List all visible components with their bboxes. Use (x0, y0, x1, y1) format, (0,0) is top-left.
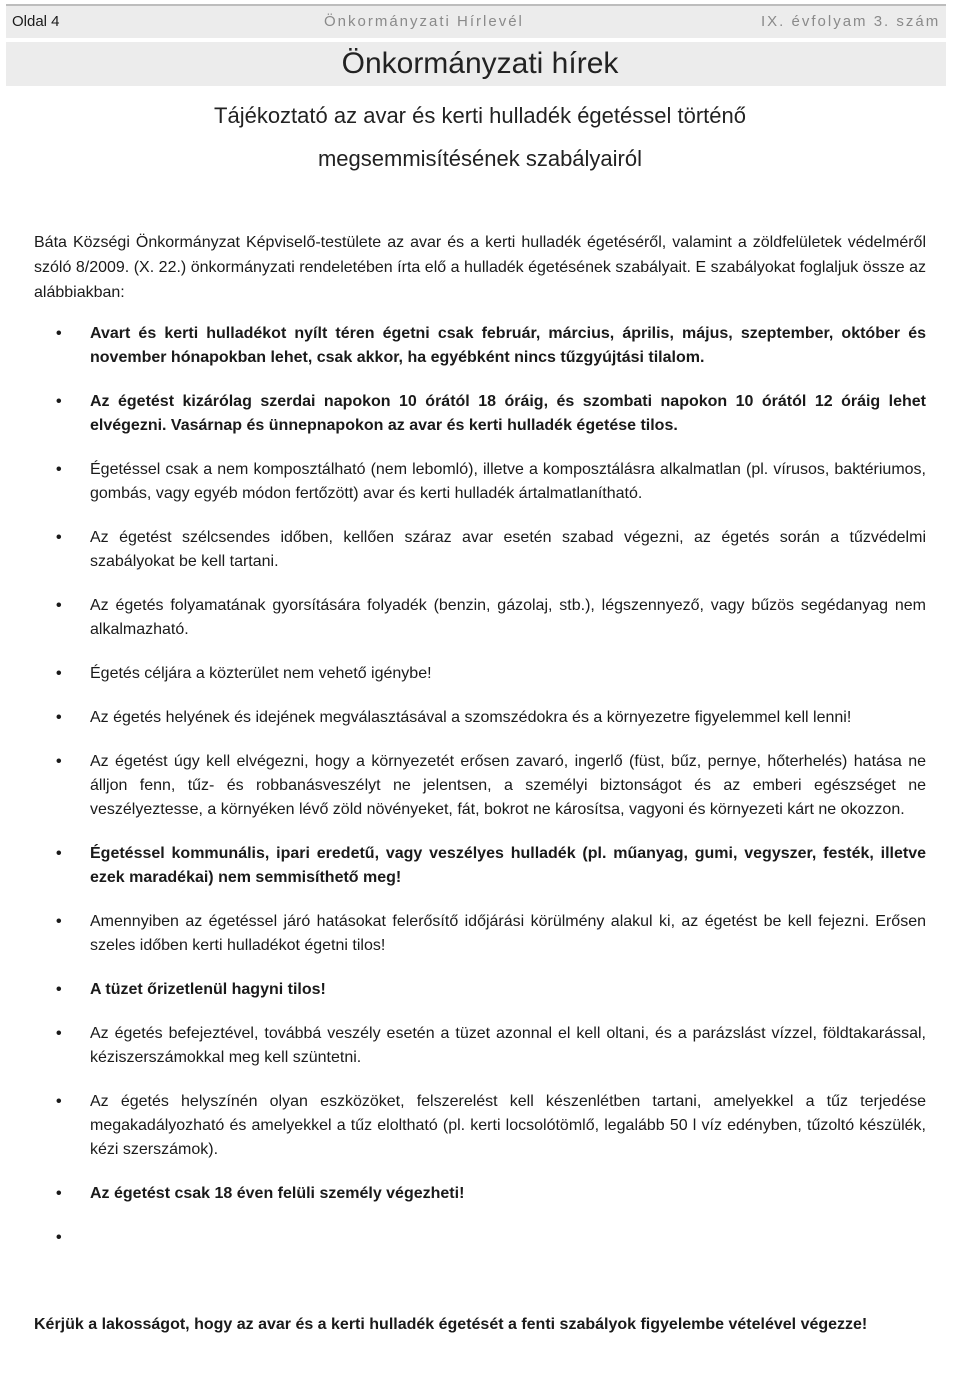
rule-item (34, 322, 926, 370)
bullet-icon: • (56, 1093, 62, 1110)
rule-item (34, 706, 926, 730)
bullet-icon: • (56, 325, 62, 342)
rule-item (34, 978, 926, 1002)
article-title-line-2: megsemmisítésének szabályairól (317, 146, 643, 171)
rule-item (34, 1022, 926, 1070)
closing-paragraph: Kérjük a lakosságot, hogy az avar és a kerti hulladék égetését a fenti szabályok figyelembe vételével végezze! (34, 1316, 868, 1333)
issue-label: IX. évfolyam 3. szám (761, 13, 941, 30)
rule-text: Az égetést csak 18 éven felüli személy végezheti! (90, 1185, 465, 1202)
bullet-icon: • (56, 981, 62, 998)
rule-text: Égetéssel csak a nem komposztálható (nem lebomló), illetve a komposztálásra alkalmatlan (pl. vírusos, baktériumos, gombás, vagy egyéb módon fertőzött) avar és kerti hulladék ártalmatlanítható. (90, 461, 926, 502)
rule-item (34, 1182, 926, 1206)
rule-text: Az égetés folyamatának gyorsítására folyadék (benzin, gázolaj, stb.), légszennyező, vagy bűzös segédanyag nem alkalmazható. (90, 597, 926, 638)
publication-name: Önkormányzati Hírlevél (324, 13, 524, 30)
rule-item (34, 594, 926, 642)
rule-text: Avart és kerti hulladékot nyílt téren égetni csak február, március, április, május, szeptember, október és november hónapokban lehet, csak akkor, ha egyébként nincs tűzgyújtási tilalom. (90, 325, 926, 366)
rule-item (34, 390, 926, 438)
bullet-icon: • (56, 845, 62, 862)
rule-item (34, 1226, 926, 1250)
bullet-icon: • (56, 913, 62, 930)
bullet-icon: • (56, 753, 62, 770)
article-title-line-1: Tájékoztató az avar és kerti hulladék égetéssel történő (214, 103, 746, 128)
bullet-icon: • (56, 1229, 62, 1246)
bullet-icon: • (56, 1025, 62, 1042)
bullet-icon: • (56, 393, 62, 410)
rule-text: Az égetést szélcsendes időben, kellően száraz avar esetén szabad végezni, az égetés során a tűzvédelmi szabályokat be kell tartani. (90, 529, 926, 570)
rule-text: Amennyiben az égetéssel járó hatásokat felerősítő időjárási körülmény alakul ki, az égetést be kell fejezni. Erősen szeles időben kerti hulladékot égetni tilos! (90, 913, 926, 954)
bullet-icon: • (56, 665, 62, 682)
rule-text: Az égetés helyének és idejének megválasztásával a szomszédokra és a környezetre figyelemmel kell lenni! (90, 709, 852, 726)
bullet-icon: • (56, 461, 62, 478)
rule-item (34, 662, 926, 686)
rule-text: Égetéssel kommunális, ipari eredetű, vagy veszélyes hulladék (pl. műanyag, gumi, vegyszer, festék, illetve ezek maradékai) nem semmisíthető meg! (90, 845, 926, 886)
bullet-icon: • (56, 597, 62, 614)
rule-text: Az égetés befejeztével, továbbá veszély esetén a tüzet azonnal el kell oltani, és a parázslást vízzel, földtakarással, kéziszerszámokkal meg kell szüntetni. (90, 1025, 926, 1066)
rule-item (34, 910, 926, 958)
page-number: Oldal 4 (12, 13, 60, 30)
rule-item (34, 842, 926, 890)
rule-text: Az égetés helyszínén olyan eszközöket, felszerelést kell készenlétben tartani, amelyekkel a tűz terjedése megakadályozható és amelyekkel a tűz eloltható (pl. kerti locsolótömlő, legalább 50 l víz edényben, tűzoltó készülék, kézi szerszámok). (90, 1093, 926, 1158)
rule-item (34, 526, 926, 574)
section-title: Önkormányzati hírek (341, 47, 619, 80)
rule-item (34, 1090, 926, 1162)
rule-text: Égetés céljára a közterület nem vehető igénybe! (90, 665, 432, 682)
bullet-icon: • (56, 1185, 62, 1202)
intro-paragraph: Báta Községi Önkormányzat Képviselő-testülete az avar és a kerti hulladék égetéséről, valamint a zöldfelületek védelméről szóló 8/2009. (X. 22.) önkormányzati rendeletében írta elő a hulladék égetésének szabályait. E szabályokat foglaljuk össze az alábbiakban: (34, 234, 926, 301)
bullet-icon: • (56, 709, 62, 726)
rule-text: Az égetést úgy kell elvégezni, hogy a környezetét erősen zavaró, ingerlő (füst, bűz, pernye, hőterhelés) hatása ne álljon fenn, tűz- és robbanásveszélyt ne jelentsen, a személyi biztonságot és az emberi egészséget ne veszélyeztesse, a környéken lévő zöld növényeket, fát, bokrot ne károsítsa, vagyoni és környezeti kárt ne okozzon. (90, 753, 926, 818)
rule-text: A tüzet őrizetlenül hagyni tilos! (90, 981, 326, 998)
rules-list (34, 322, 926, 1270)
rule-item (34, 458, 926, 506)
page-header (6, 4, 946, 38)
bullet-icon: • (56, 529, 62, 546)
rule-item (34, 750, 926, 822)
rule-text: Az égetést kizárólag szerdai napokon 10 órától 18 óráig, és szombati napokon 10 órától 12 óráig lehet elvégezni. Vasárnap és ünnepnapokon az avar és kerti hulladék égetése tilos. (90, 393, 926, 434)
